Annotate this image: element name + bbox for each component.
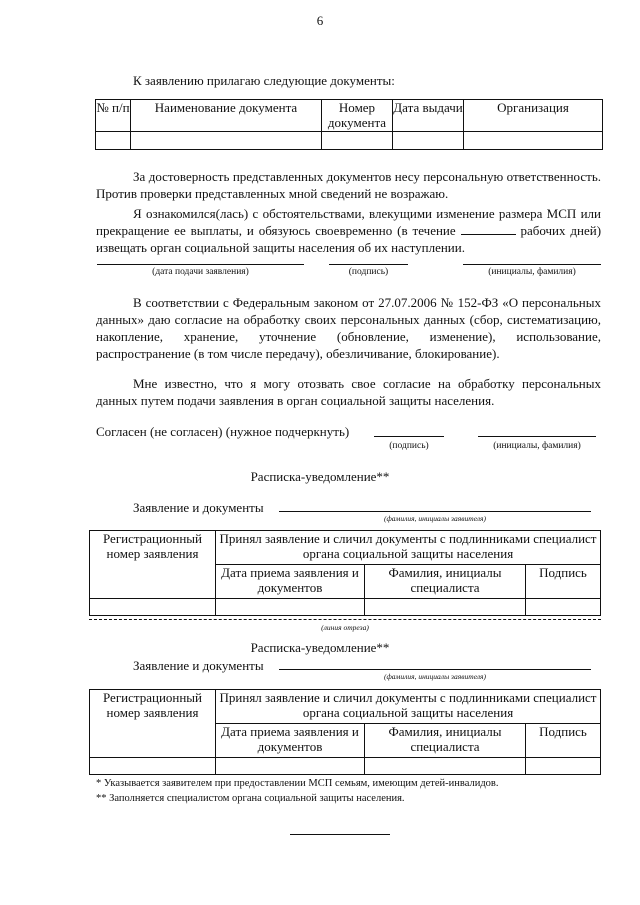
cut-line-caption: (линия отреза) <box>321 623 369 632</box>
applicant-caption: (фамилия, инициалы заявителя) <box>383 514 487 523</box>
applicant-caption: (фамилия, инициалы заявителя) <box>383 672 487 681</box>
date-caption: (дата подачи заявления) <box>152 267 249 277</box>
days-blank[interactable] <box>461 224 516 235</box>
receipt-table <box>89 689 601 775</box>
consent-text: В соответствии с Федеральным законом от 27.07.2006 № 152-ФЗ «О персональных данных» даю согласие на обработку своих персональных данных (сбор, систематизацию, накопление, хранение, уточнение (обновление, изменение), использование, распространение (в том числе передачу), обезличивание, блокирование). <box>96 295 601 361</box>
accepted-header: Принял заявление и сличил документы с подлинниками специалист органа социальной защиты населения <box>216 690 601 724</box>
accepted-header: Принял заявление и сличил документы с подлинниками специалист органа социальной защиты населения <box>216 531 601 565</box>
table-row <box>96 132 603 150</box>
signature-line[interactable] <box>329 264 408 265</box>
receipt-app-label: Заявление и документы <box>133 500 264 515</box>
agree-name-line[interactable] <box>478 436 596 437</box>
receipt-date-header: Дата приема заявления и документов <box>216 724 365 758</box>
table-cell[interactable] <box>526 758 601 775</box>
agree-signature-caption: (подпись) <box>389 441 429 451</box>
footnote-2: ** Заполняется специалистом органа социальной защиты населения. <box>96 793 405 804</box>
table-cell[interactable] <box>216 599 365 616</box>
receipt-date-header: Дата приема заявления и документов <box>216 565 365 599</box>
agree-signature-line[interactable] <box>374 436 444 437</box>
col-header-organization: Организация <box>464 100 603 132</box>
reg-number-header: Регистрационный номер заявления <box>90 690 216 758</box>
footnote-1: * Указывается заявителем при предоставлении МСП семьям, имеющим детей-инвалидов. <box>96 778 499 789</box>
table-cell[interactable] <box>90 758 216 775</box>
date-line[interactable] <box>97 264 304 265</box>
table-cell[interactable] <box>393 132 464 150</box>
acquainted-text-end: рабочих дней) извещать орган социальной защиты населения об их наступлении. <box>96 223 602 255</box>
closing-separator <box>290 834 390 835</box>
table-cell[interactable] <box>322 132 393 150</box>
receipt-title: Расписка-уведомление** <box>250 469 390 484</box>
specialist-name-header: Фамилия, инициалы специалиста <box>365 724 526 758</box>
receipt-app-label: Заявление и документы <box>133 658 264 673</box>
name-line[interactable] <box>463 264 601 265</box>
agree-label: Согласен (не согласен) (нужное подчеркнуть) <box>96 424 350 439</box>
agree-name-caption: (инициалы, фамилия) <box>493 441 581 451</box>
specialist-name-header: Фамилия, инициалы специалиста <box>365 565 526 599</box>
attach-intro: К заявлению прилагаю следующие документы: <box>133 73 395 88</box>
receipt-table <box>89 530 601 616</box>
page-number: 6 <box>316 13 324 28</box>
table-cell[interactable] <box>365 599 526 616</box>
receipt-title: Расписка-уведомление** <box>250 640 390 655</box>
col-header-doc-number: Номер документа <box>322 100 393 132</box>
revoke-text: Мне известно, что я могу отозвать свое согласие на обработку персональных данных путем подачи заявления в орган социальной защиты населения. <box>96 376 601 408</box>
applicant-name-line[interactable] <box>279 511 591 512</box>
table-cell[interactable] <box>464 132 603 150</box>
signature-caption: (подпись) <box>348 267 389 277</box>
documents-table <box>95 99 603 150</box>
col-header-issue-date: Дата выдачи <box>393 100 464 132</box>
specialist-sign-header: Подпись <box>526 565 601 599</box>
name-caption: (инициалы, фамилия) <box>488 267 576 277</box>
table-cell[interactable] <box>90 599 216 616</box>
table-cell[interactable] <box>131 132 322 150</box>
table-row <box>90 758 601 775</box>
cut-line <box>89 619 601 620</box>
table-cell[interactable] <box>526 599 601 616</box>
col-header-number: № п/п <box>96 100 131 132</box>
table-cell[interactable] <box>365 758 526 775</box>
specialist-sign-header: Подпись <box>526 724 601 758</box>
applicant-name-line[interactable] <box>279 669 591 670</box>
table-row <box>90 599 601 616</box>
acquainted-text-start: Я ознакомился(лась) с обстоятельствами, влекущими изменение размера МСП или прекращение ее выплаты, и обязуюсь своевременно (в течение <box>96 206 601 238</box>
table-cell[interactable] <box>96 132 131 150</box>
reg-number-header: Регистрационный номер заявления <box>90 531 216 599</box>
table-cell[interactable] <box>216 758 365 775</box>
acquainted-text <box>96 205 601 256</box>
col-header-doc-name: Наименование документа <box>131 100 322 132</box>
responsibility-text: За достоверность представленных документов несу персональную ответственность. Против проверки представленных мной сведений не возражаю. <box>96 169 601 201</box>
